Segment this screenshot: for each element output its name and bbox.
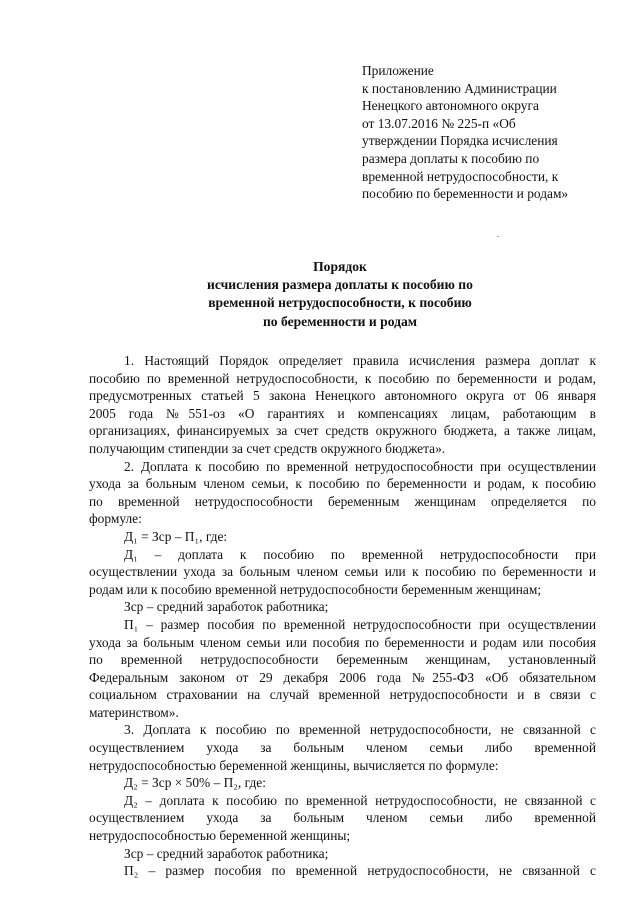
appendix-line: Приложение: [362, 63, 434, 78]
formula-line: Д₁ = Зср – П₁, где:: [124, 528, 228, 544]
appendix-line: к постановлению Администрации: [362, 80, 557, 96]
title-line: по беременности и родам: [262, 313, 418, 329]
body-line: 2005 года №551-оз «О гарантиях и компенсациях лицам, работающим в: [89, 405, 596, 421]
body-line: ухода за больным членом семьи или пособия по беременности и родам или пособия: [89, 634, 596, 650]
appendix-line: временной нетрудоспособности, к: [362, 168, 559, 184]
body-line: П₁ – размер пособия по временной нетрудоспособности при осуществлении: [124, 616, 596, 632]
body-line: предусмотренных статьей 5 закона Ненецкого автономного округа от 06 января: [89, 388, 596, 404]
body-line: родам или к пособию временной нетрудоспособности беременным женщинам;: [89, 581, 542, 597]
body-line: осуществлении ухода за больным членом семьи или к пособию по беременности и: [89, 564, 596, 580]
appendix-line: утверждении Порядка исчисления: [362, 133, 558, 149]
body-line: осуществлением ухода за больным членом семьи либо временной: [89, 810, 596, 826]
formula-line: Зср – средний заработок работника;: [124, 845, 329, 861]
appendix-line: от 13.07.2016 № 225-п «Об: [362, 115, 516, 131]
appendix-line: пособию по беременности и родам»: [362, 186, 569, 202]
body-line: нетрудоспособностью беременной женщины, вычисляется по формуле:: [89, 757, 499, 773]
body-line: осуществлением ухода за больным членом семьи либо временной: [89, 740, 596, 756]
appendix-line: Ненецкого автономного округа: [362, 98, 539, 114]
body-line: формуле:: [89, 511, 142, 527]
body-line: Федеральным законом от 29 декабря 2006 года №255-ФЗ «Об обязательном: [89, 669, 596, 685]
body-line: социальном страховании на случай временной нетрудоспособности и в связи с: [89, 687, 596, 703]
body-line: Д₂ – доплата к пособию по временной нетрудоспособности, не связанной с: [124, 792, 596, 808]
body-line: 2. Доплата к пособию по временной нетрудоспособности при осуществлении: [124, 458, 596, 474]
body-line: пособию по временной нетрудоспособности, к пособию по беременности и родам,: [89, 370, 596, 386]
body-line: по временной нетрудоспособности беременным женщинам определяется по: [89, 493, 596, 509]
body-line: П₂ – размер пособия по временной нетрудоспособности, не связанной с: [124, 863, 596, 879]
appendix-line: размера доплаты к пособию по: [362, 150, 540, 166]
body-line: 1. Настоящий Порядок определяет правила исчисления размера доплат к: [124, 353, 596, 368]
body-line: получающим стипендии за счет средств окружного бюджета».: [89, 440, 446, 456]
scan-speck: [497, 236, 499, 237]
document-body: [89, 352, 596, 880]
body-line: ухода за больным членом семьи, к пособию по беременности и родам, к пособию: [89, 476, 596, 492]
body-line: по временной нетрудоспособности беременным женщинам, установленный: [89, 652, 596, 668]
document-title: [80, 258, 600, 331]
formula-line: Зср – средний заработок работника;: [124, 599, 329, 615]
body-line: 3. Доплата к пособию по временной нетрудоспособности, не связанной с: [124, 722, 596, 738]
body-line: материнством».: [89, 704, 179, 720]
title-line: временной нетрудоспособности, к пособию: [208, 295, 472, 311]
body-line: нетрудоспособностью беременной женщины;: [89, 828, 351, 844]
appendix-header: [362, 62, 602, 203]
title-line: исчисления размера доплаты к пособию по: [207, 277, 473, 293]
body-line: организациях, финансируемых за счет средств окружного бюджета, а также лицам,: [89, 423, 596, 439]
formula-line: Д₂ = Зср × 50% – П₂, где:: [124, 775, 266, 791]
body-line: Д₁ – доплата к пособию по временной нетрудоспособности при: [124, 546, 596, 562]
title-line: Порядок: [313, 259, 367, 274]
